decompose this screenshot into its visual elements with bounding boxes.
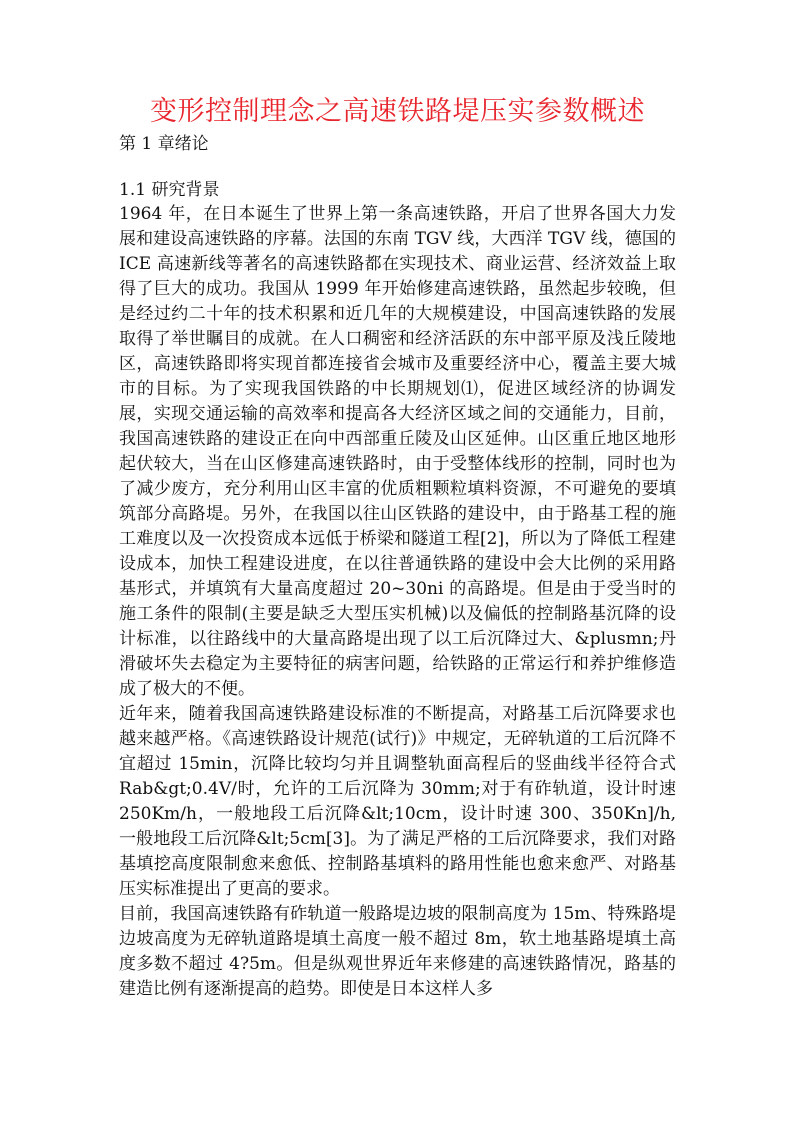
document-page — [119, 92, 676, 1002]
document-title: 变形控制理念之高速铁路堤压实参数概述 — [150, 96, 645, 127]
chapter-heading: 第 1 章绪论 — [119, 134, 209, 154]
body-paragraph-2: 近年来，随着我国高速铁路建设标准的不断提高，对路基工后沉降要求也越来越严格。《高速铁路设计规范(试行)》中规定，无碎轨道的工后沉降不宜超过 15min，沉降比较均匀并且调整轨面高程后的竖曲线半径符合式 Rab&gt;0.4V/时，允许的工后沉降为 30mm;对于有砟轨道，设计时速 250Km/h，一般地段工后沉降&lt;10cm，设计时速 300、350Kn]/h, 一般地段工后沉降&lt;5cm[3]。为了满足严格的工后沉降要求，我们对路基填挖高度限制愈来愈低、控制路基填料的路用性能也愈来愈严、对路基压实标准提出了更高的要求。 — [119, 704, 676, 899]
section-heading: 1.1 研究背景 — [119, 180, 220, 200]
body-paragraph-3: 目前，我国高速铁路有砟轨道一般路堤边坡的限制高度为 15m、特殊路堤边坡高度为无碎轨道路堤填土高度一般不超过 8m，软土地基路堤填土高度多数不超过 4?5m。但是纵观世界近年来修建的高速铁路情况，路基的建造比例有逐渐提高的趋势。即使是日本这样人多 — [119, 904, 676, 999]
body-paragraph-1: 1964 年，在日本诞生了世界上第一条高速铁路，开启了世界各国大力发展和建设高速铁路的序幕。法国的东南 TGV 线，大西洋 TGV 线，德国的 ICE 高速新线等著名的高速铁路都在实现技术、商业运营、经济效益上取得了巨大的成功。我国从 1999 年开始修建高速铁路，虽然起步较晚，但是经过约二十年的技术积累和近几年的大规模建设，中国高速铁路的发展取得了举世瞩目的成就。在人口稠密和经济活跃的东中部平原及浅丘陵地区，高速铁路即将实现首都连接省会城市及重要经济中心，覆盖主要大城市的目标。为了实现我国铁路的中长期规划⑴，促进区域经济的协调发展，实现交通运输的高效率和提高各大经济区域之间的交通能力，目前，我国高速铁路的建设正在向中西部重丘陵及山区延伸。山区重丘地区地形起伏较大，当在山区修建高速铁路时，由于受整体线形的控制，同时也为了减少废方，充分利用山区丰富的优质粗颗粒填料资源，不可避免的要填筑部分高路堤。另外，在我国以往山区铁路的建设中，由于路基工程的施工难度以及一次投资成本远低于桥梁和隧道工程[2]，所以为了降低工程建设成本，加快工程建设进度，在以往普通铁路的建设中会大比例的采用路基形式，并填筑有大量高度超过 20~30ni 的高路堤。但是由于受当时的施工条件的限制(主要是缺乏大型压实机械)以及偏低的控制路基沉降的设计标准，以往路线中的大量高路堤出现了以工后沉降过大、&plusmn;丹滑破坏失去稳定为主要特征的病害问题，给铁路的正常运行和养护维修造成了极大的不便。 — [119, 204, 676, 699]
